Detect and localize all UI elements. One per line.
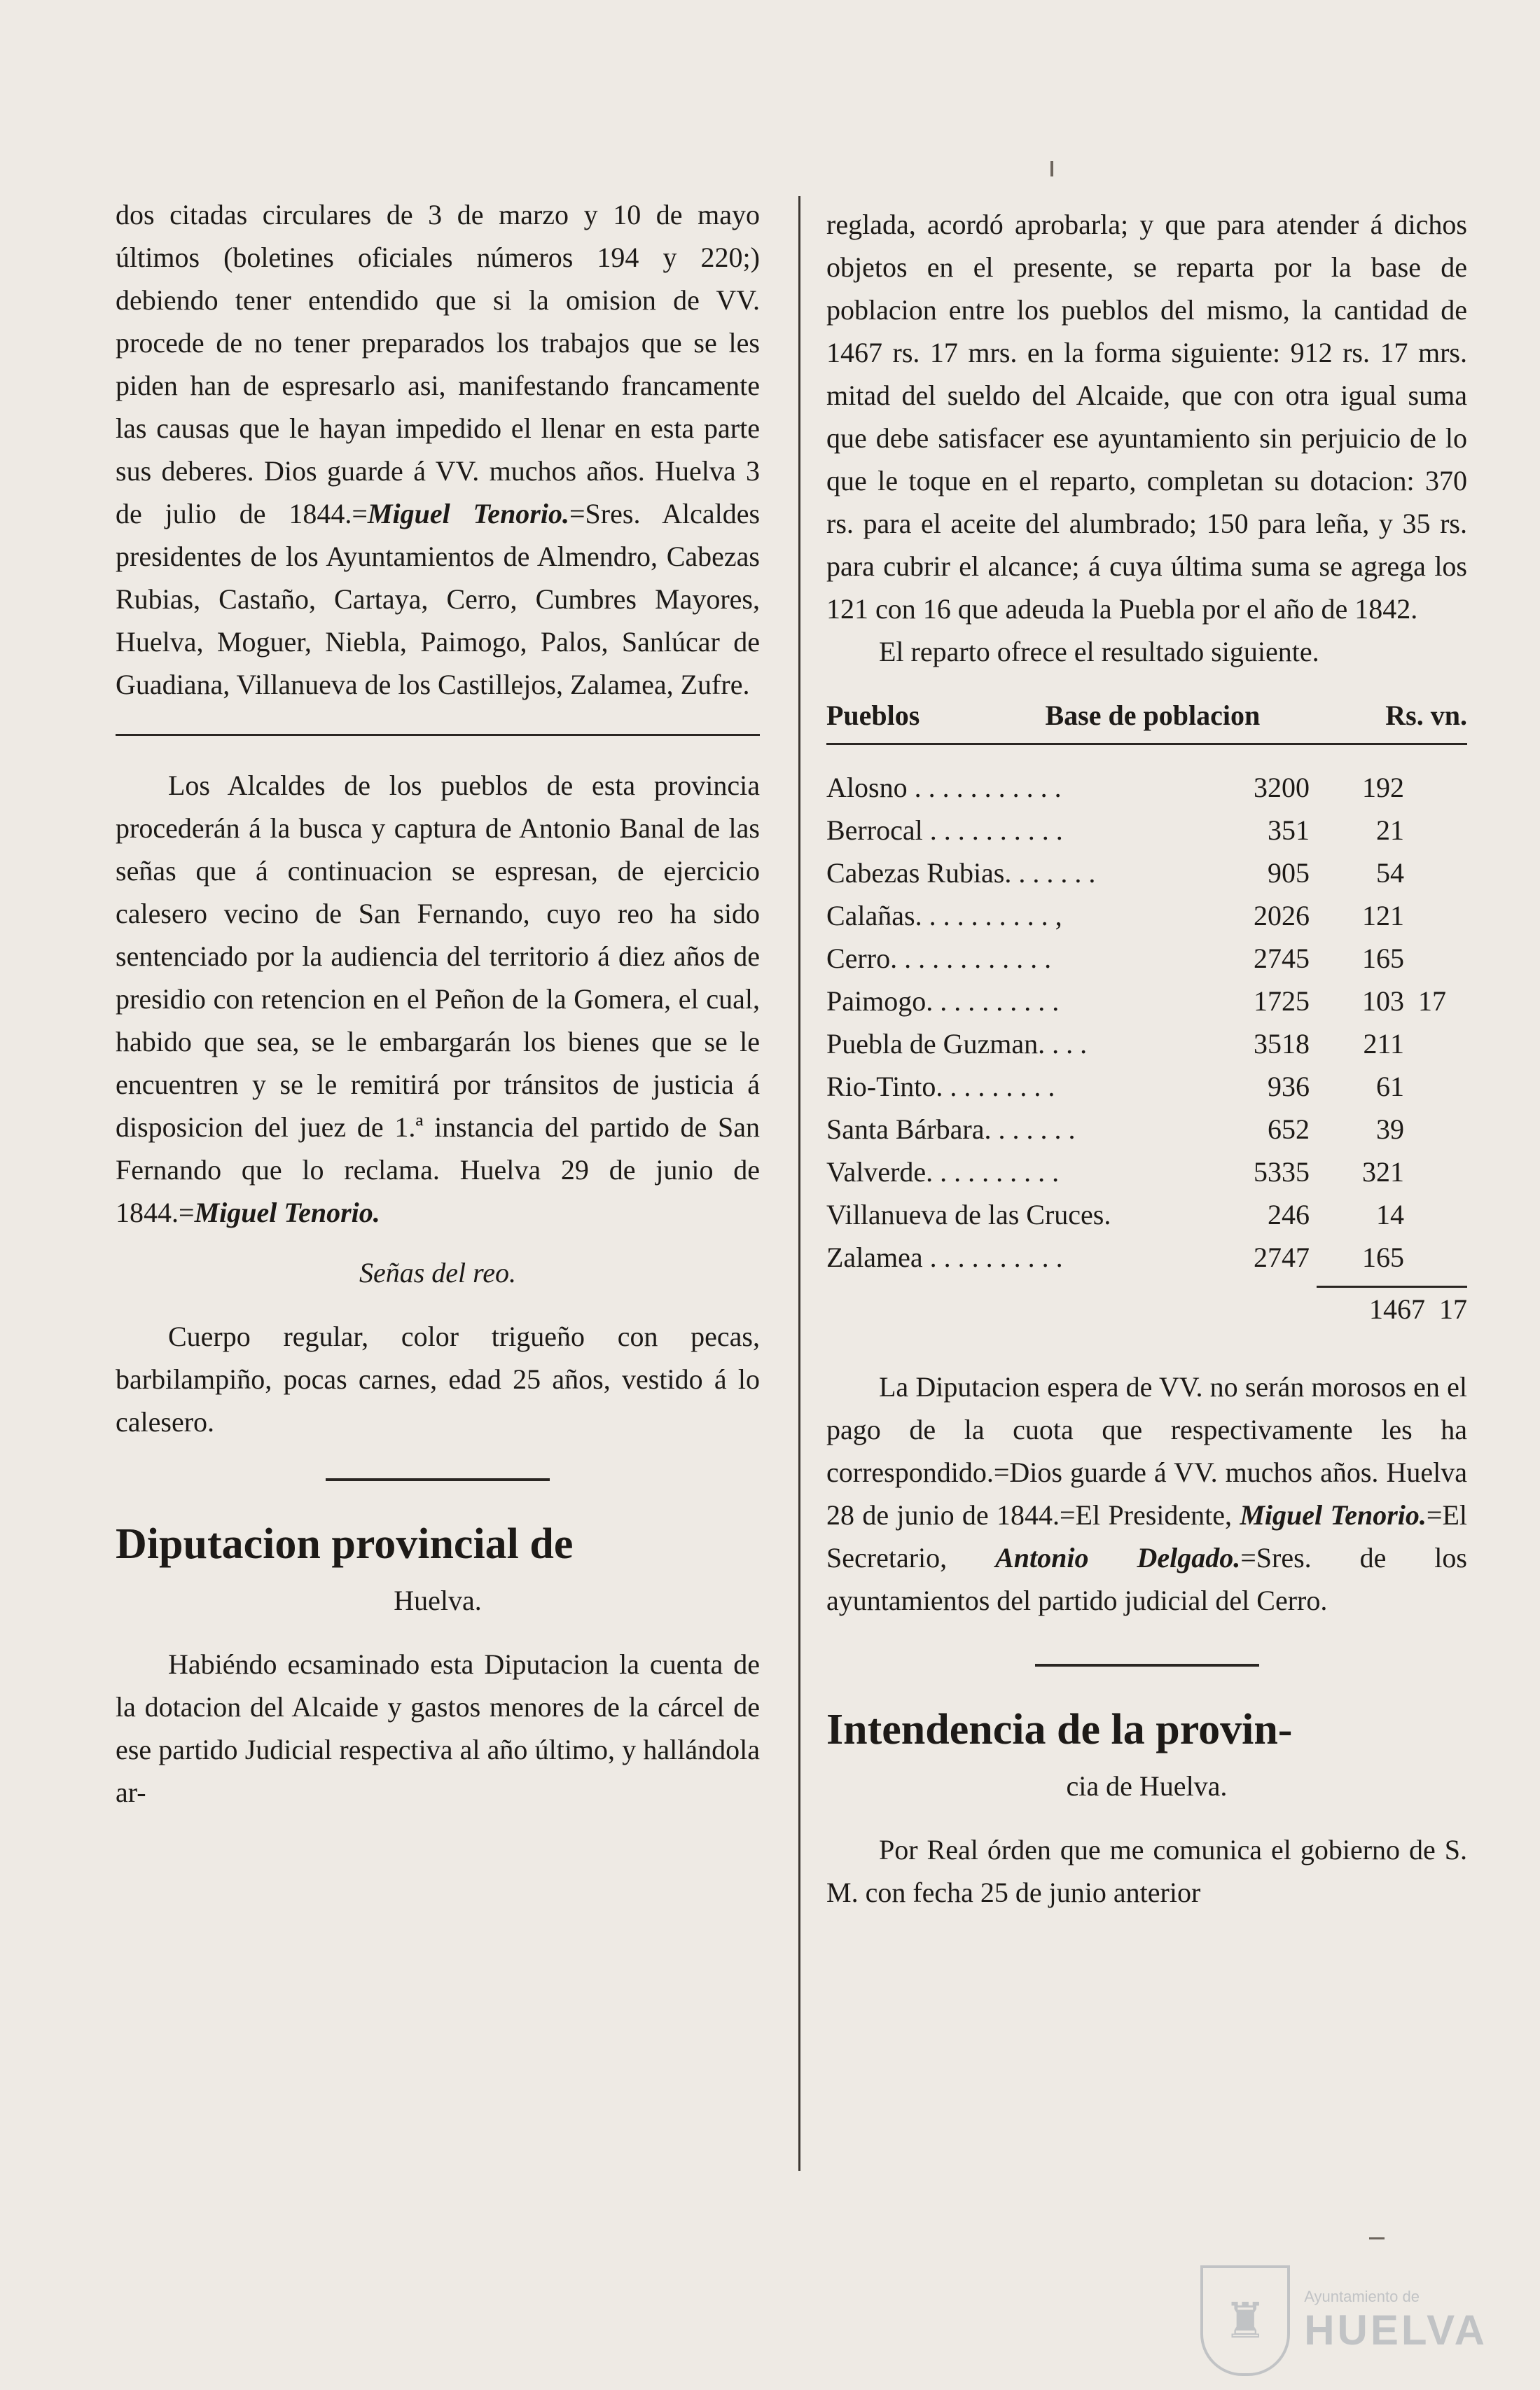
capture-text: Los Alcaldes de los pueblos de esta provincia procederán á la busca y captura de Antonio Banal de las señas que á continuacion se espresan, de ejercicio calesero vecino de San Fernando, cuyo reo ha sido sentenciado por la audiencia del territorio á diez años de presidio con retencion en el Peñon de la Gomera, el cual, habido que sea, se le embargarán los bienes que se le encuentren y se le remitirá por tránsitos de justicia á disposicion del juez de 1.ª instancia del partido de San Fernando que lo reclama. Huelva 29 de junio de 1844.= <box>116 770 760 1228</box>
table-header <box>826 694 1467 745</box>
capture-notice <box>116 764 760 1234</box>
table-body <box>826 766 1467 1279</box>
base-value: 3518 <box>1254 1028 1310 1059</box>
right-column <box>826 203 1467 1914</box>
header-base: Base de poblacion <box>1045 700 1261 731</box>
crest-icon: ♜ <box>1200 2265 1290 2376</box>
reparto-intro: El reparto ofrece el resultado siguiente. <box>879 636 1319 667</box>
table-row <box>826 980 1467 1022</box>
base-value: 246 <box>1268 1199 1310 1230</box>
rs-value: 321 <box>1362 1156 1404 1188</box>
pueblo-name: Cabezas Rubias. . . . . . . <box>826 857 1096 889</box>
table-row <box>826 766 1467 809</box>
reparto-paragraph: reglada, acordó aprobarla; y que para atender á dichos objetos en el presente, se reparta por la base de poblacion entre los pueblos del mismo, la cantidad de 1467 rs. 17 mrs. en la forma siguiente: 912 rs. 17 mrs. mitad del sueldo del Alcaide, que con otra igual suma que debe satisfacer ese ayuntamiento sin perjuicio de lo que le toque en el reparto, completan su dotacion: 370 rs. para el aceite del alumbrado; 150 para leña, y 35 rs. para cubrir el alcance; á cuya última suma se agrega los 121 con 16 que adeuda la Puebla por el año de 1842. <box>826 209 1467 625</box>
mrs-value <box>1404 1108 1446 1151</box>
watermark-line1: Ayuntamiento de <box>1304 2287 1420 2305</box>
description-paragraph: Cuerpo regular, color trigueño con pecas, barbilampiño, pocas carnes, edad 25 años, vestido á lo calesero. <box>116 1321 760 1438</box>
base-value: 1725 <box>1254 985 1310 1017</box>
section-heading: Diputacion provincial de <box>116 1520 574 1568</box>
base-value: 2745 <box>1254 943 1310 974</box>
signature: Miguel Tenorio. <box>1240 1499 1427 1531</box>
watermark <box>1200 2265 1487 2376</box>
rs-value: 192 <box>1362 772 1404 803</box>
base-value: 3200 <box>1254 772 1310 803</box>
left-column <box>116 193 760 1814</box>
table-row <box>826 1236 1467 1279</box>
table-row <box>826 894 1467 937</box>
request-text: La Diputacion espera de VV. no serán morosos en el pago de la cuota que respectivamente les ha correspondido.=Dios guarde á VV. muchos años. Huelva 28 de junio de 1844.=El Presidente, <box>826 1371 1467 1531</box>
table-row <box>826 809 1467 852</box>
table-row <box>826 852 1467 894</box>
rs-value: 103 <box>1362 985 1404 1017</box>
pueblo-name: Santa Bárbara. . . . . . . <box>826 1113 1076 1145</box>
request-mid: =El Secretario, <box>826 1499 1467 1573</box>
total-rs: 1467 <box>1369 1293 1425 1325</box>
diputacion-request <box>826 1366 1467 1622</box>
diputacion-paragraph: Habiéndo ecsaminado esta Diputacion la cuenta de la dotacion del Alcaide y gastos menores de la cárcel de ese partido Judicial respectiva al año último, y hallándola ar- <box>116 1648 760 1808</box>
page-mark <box>1050 161 1053 176</box>
rs-value: 54 <box>1376 857 1404 889</box>
reparto-table <box>826 694 1467 1331</box>
pueblo-name: Valverde. . . . . . . . . . <box>826 1156 1060 1188</box>
table-row <box>826 1193 1467 1236</box>
section-subheading: cia de Huelva. <box>1066 1770 1228 1802</box>
watermark-line2: HUELVA <box>1304 2306 1487 2354</box>
rs-value: 61 <box>1376 1071 1404 1102</box>
intendencia-paragraph: Por Real órden que me comunica el gobierno de S. M. con fecha 25 de junio anterior <box>826 1834 1467 1908</box>
base-value: 2026 <box>1254 900 1310 931</box>
pueblo-name: Calañas. . . . . . . . . . , <box>826 900 1062 931</box>
base-value: 936 <box>1268 1071 1310 1102</box>
mrs-value <box>1404 1236 1446 1279</box>
table-row <box>826 1151 1467 1193</box>
mrs-value <box>1404 894 1446 937</box>
section-heading: Intendencia de la provin- <box>826 1706 1293 1753</box>
signature: Miguel Tenorio. <box>367 498 569 529</box>
circular-paragraph <box>116 193 760 706</box>
pueblo-name: Cerro. . . . . . . . . . . . <box>826 943 1052 974</box>
pueblo-name: Berrocal . . . . . . . . . . <box>826 814 1063 846</box>
mrs-value <box>1404 1065 1446 1108</box>
request-recipients: =Sres. de los ayuntamientos del partido judicial del Cerro. <box>826 1542 1467 1616</box>
pueblo-name: Paimogo. . . . . . . . . . <box>826 985 1060 1017</box>
mrs-value <box>1404 852 1446 894</box>
table-total <box>1317 1286 1467 1331</box>
mrs-value <box>1404 1193 1446 1236</box>
total-mrs: 17 <box>1439 1293 1467 1325</box>
mrs-value <box>1404 937 1446 980</box>
section-divider <box>326 1478 550 1481</box>
pueblo-name: Zalamea . . . . . . . . . . <box>826 1242 1063 1273</box>
base-value: 905 <box>1268 857 1310 889</box>
base-value: 5335 <box>1254 1156 1310 1188</box>
rs-value: 14 <box>1376 1199 1404 1230</box>
table-row <box>826 1108 1467 1151</box>
rs-value: 39 <box>1376 1113 1404 1145</box>
mrs-value <box>1404 809 1446 852</box>
base-value: 652 <box>1268 1113 1310 1145</box>
rs-value: 165 <box>1362 943 1404 974</box>
rs-value: 21 <box>1376 814 1404 846</box>
rs-value: 211 <box>1363 1028 1404 1059</box>
circular-recipients: =Sres. Alcaldes presidentes de los Ayuntamientos de Almendro, Cabezas Rubias, Castaño, Cartaya, Cerro, Cumbres Mayores, Huelva, Moguer, Niebla, Paimogo, Palos, Sanlúcar de Guadiana, Villanueva de los Castillejos, Zalamea, Zufre. <box>116 498 761 700</box>
mrs-value <box>1404 1022 1446 1065</box>
table-row <box>826 1065 1467 1108</box>
mrs-value <box>1404 1151 1446 1193</box>
column-rule <box>798 196 800 2171</box>
signature: Antonio Delgado. <box>995 1542 1241 1573</box>
pueblo-name: Villanueva de las Cruces. <box>826 1199 1111 1230</box>
section-subheading: Huelva. <box>394 1585 482 1616</box>
table-row <box>826 1022 1467 1065</box>
table-row <box>826 937 1467 980</box>
rs-value: 121 <box>1362 900 1404 931</box>
pueblo-name: Rio-Tinto. . . . . . . . . <box>826 1071 1055 1102</box>
signature: Miguel Tenorio. <box>194 1197 380 1228</box>
header-rs: Rs. vn. <box>1385 700 1467 731</box>
header-pueblos: Pueblos <box>826 700 920 731</box>
section-divider <box>1035 1664 1259 1667</box>
mrs-value <box>1404 766 1446 809</box>
page-mark <box>1369 2237 1385 2239</box>
rs-value: 165 <box>1362 1242 1404 1273</box>
section-divider <box>116 734 760 736</box>
mrs-value: 17 <box>1418 985 1446 1017</box>
base-value: 2747 <box>1254 1242 1310 1273</box>
senas-heading: Señas del reo. <box>359 1257 517 1288</box>
base-value: 351 <box>1268 814 1310 846</box>
pueblo-name: Alosno . . . . . . . . . . . <box>826 772 1062 803</box>
pueblo-name: Puebla de Guzman. . . . <box>826 1028 1088 1059</box>
circular-text: dos citadas circulares de 3 de marzo y 10 de mayo últimos (boletines oficiales números 194 y 220;) debiendo tener entendido que si la omision de VV. procede de no tener preparados los trabajos que se les piden han de espresarlo asi, manifestando francamente las causas que le hayan impedido el llenar en esta parte sus deberes. Dios guarde á VV. muchos años. Huelva 3 de julio de 1844.= <box>116 199 760 529</box>
